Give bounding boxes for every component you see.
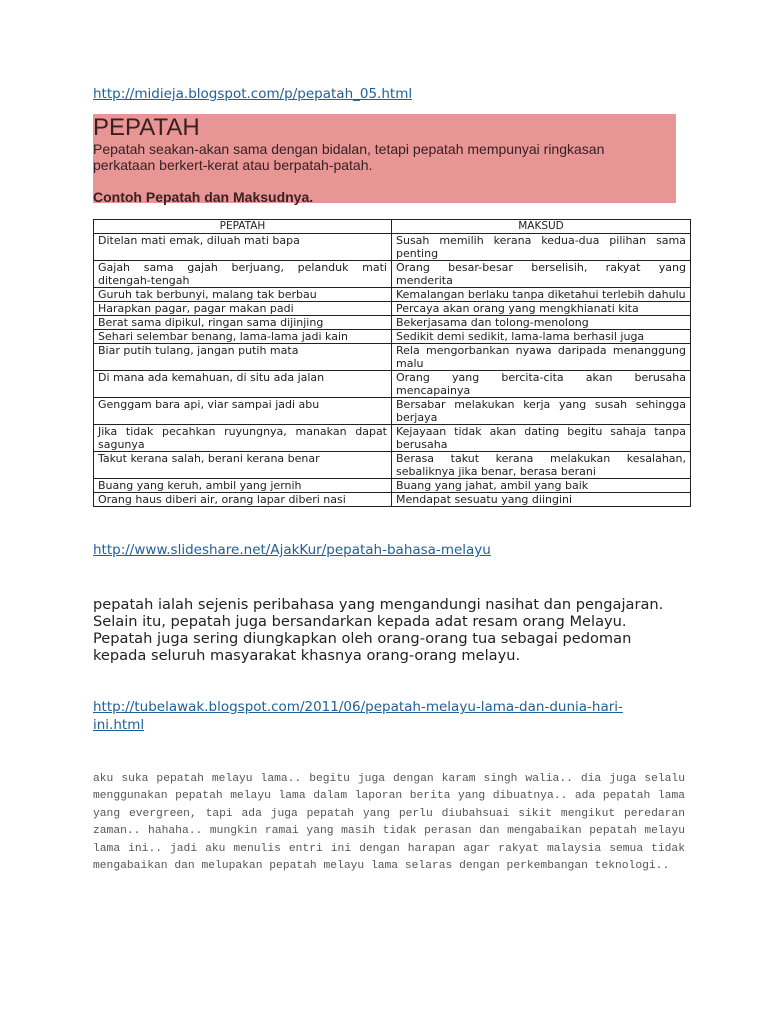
header-pepatah: PEPATAH xyxy=(94,220,392,234)
pepatah-cell: Takut kerana salah, berani kerana benar xyxy=(94,452,392,479)
pepatah-header-box xyxy=(93,114,676,203)
box-description: Pepatah seakan-akan sama dengan bidalan, tetapi pepatah mempunyai ringkasan perkataan berkert-kerat atau berpatah-patah. xyxy=(93,141,605,173)
source-link-slideshare[interactable]: http://www.slideshare.net/AjakKur/pepatah-bahasa-melayu xyxy=(93,542,491,558)
pepatah-cell: Orang haus diberi air, orang lapar diberi nasi xyxy=(94,493,392,507)
header-maksud: MAKSUD xyxy=(392,220,691,234)
table-row xyxy=(94,371,691,398)
table-row xyxy=(94,261,691,288)
pepatah-cell: Sehari selembar benang, lama-lama jadi kain xyxy=(94,330,392,344)
maksud-cell: Bersabar melakukan kerja yang susah sehingga berjaya xyxy=(392,398,691,425)
source-link-midieja[interactable]: http://midieja.blogspot.com/p/pepatah_05.html xyxy=(93,86,413,102)
table-row xyxy=(94,288,691,302)
definition-paragraph: pepatah ialah sejenis peribahasa yang mengandungi nasihat dan pengajaran. Selain itu, pepatah juga bersandarkan kepada adat resam orang Melayu. Pepatah juga sering diungkapkan oleh orang-orang tua sebagai pedoman kepada seluruh masyarakat khasnya orang-orang melayu. xyxy=(93,596,664,664)
pepatah-cell: Gajah sama gajah berjuang, pelanduk mati ditengah-tengah xyxy=(94,261,392,288)
maksud-cell: Percaya akan orang yang mengkhianati kita xyxy=(392,302,691,316)
pepatah-cell: Jika tidak pecahkan ruyungnya, manakan dapat sagunya xyxy=(94,425,392,452)
table-row xyxy=(94,479,691,493)
maksud-cell: Mendapat sesuatu yang diingini xyxy=(392,493,691,507)
table-row xyxy=(94,234,691,261)
maksud-cell: Kemalangan berlaku tanpa diketahui terlebih dahulu xyxy=(392,288,691,302)
source-link-tubelawak[interactable]: http://tubelawak.blogspot.com/2011/06/pepatah-melayu-lama-dan-dunia-hari-ini.html xyxy=(93,699,623,733)
maksud-cell: Buang yang jahat, ambil yang baik xyxy=(392,479,691,493)
table-row xyxy=(94,493,691,507)
box-title: PEPATAH xyxy=(93,114,200,141)
table-row xyxy=(94,425,691,452)
blog-excerpt: aku suka pepatah melayu lama.. begitu juga dengan karam singh walia.. dia juga selalu menggunakan pepatah melayu lama dalam laporan berita yang dibuatnya.. ada pepatah lama yang evergreen, tapi ada juga pepatah yang perlu diubahsuai sikit mengikut peredaran zaman.. hahaha.. mungkin ramai yang masih tidak perasan dan mengabaikan pepatah melayu lama ini.. jadi aku menulis entri ini dengan harapan agar rakyat malaysia semua tidak mengabaikan dan melupakan pepatah melayu lama selaras dengan perkembangan teknologi.. xyxy=(93,773,685,873)
table-row xyxy=(94,344,691,371)
maksud-cell: Rela mengorbankan nyawa daripada menanggung malu xyxy=(392,344,691,371)
pepatah-cell: Biar putih tulang, jangan putih mata xyxy=(94,344,392,371)
maksud-cell: Kejayaan tidak akan dating begitu sahaja tanpa berusaha xyxy=(392,425,691,452)
pepatah-cell: Berat sama dipikul, ringan sama dijinjing xyxy=(94,316,392,330)
pepatah-cell: Buang yang keruh, ambil yang jernih xyxy=(94,479,392,493)
maksud-cell: Berasa takut kerana melakukan kesalahan, sebaliknya jika benar, berasa berani xyxy=(392,452,691,479)
box-heading: Contoh Pepatah dan Maksudnya. xyxy=(93,189,314,205)
pepatah-table xyxy=(93,219,691,507)
table-row xyxy=(94,452,691,479)
pepatah-cell: Ditelan mati emak, diluah mati bapa xyxy=(94,234,392,261)
pepatah-cell: Genggam bara api, viar sampai jadi abu xyxy=(94,398,392,425)
table-row xyxy=(94,302,691,316)
pepatah-cell: Guruh tak berbunyi, malang tak berbau xyxy=(94,288,392,302)
maksud-cell: Susah memilih kerana kedua-dua pilihan sama penting xyxy=(392,234,691,261)
maksud-cell: Bekerjasama dan tolong-menolong xyxy=(392,316,691,330)
table-row xyxy=(94,398,691,425)
maksud-cell: Orang yang bercita-cita akan berusaha mencapainya xyxy=(392,371,691,398)
table-header-row xyxy=(94,220,691,234)
table-row xyxy=(94,330,691,344)
pepatah-cell: Harapkan pagar, pagar makan padi xyxy=(94,302,392,316)
pepatah-cell: Di mana ada kemahuan, di situ ada jalan xyxy=(94,371,392,398)
maksud-cell: Sedikit demi sedikit, lama-lama berhasil juga xyxy=(392,330,691,344)
maksud-cell: Orang besar-besar berselisih, rakyat yang menderita xyxy=(392,261,691,288)
table-row xyxy=(94,316,691,330)
